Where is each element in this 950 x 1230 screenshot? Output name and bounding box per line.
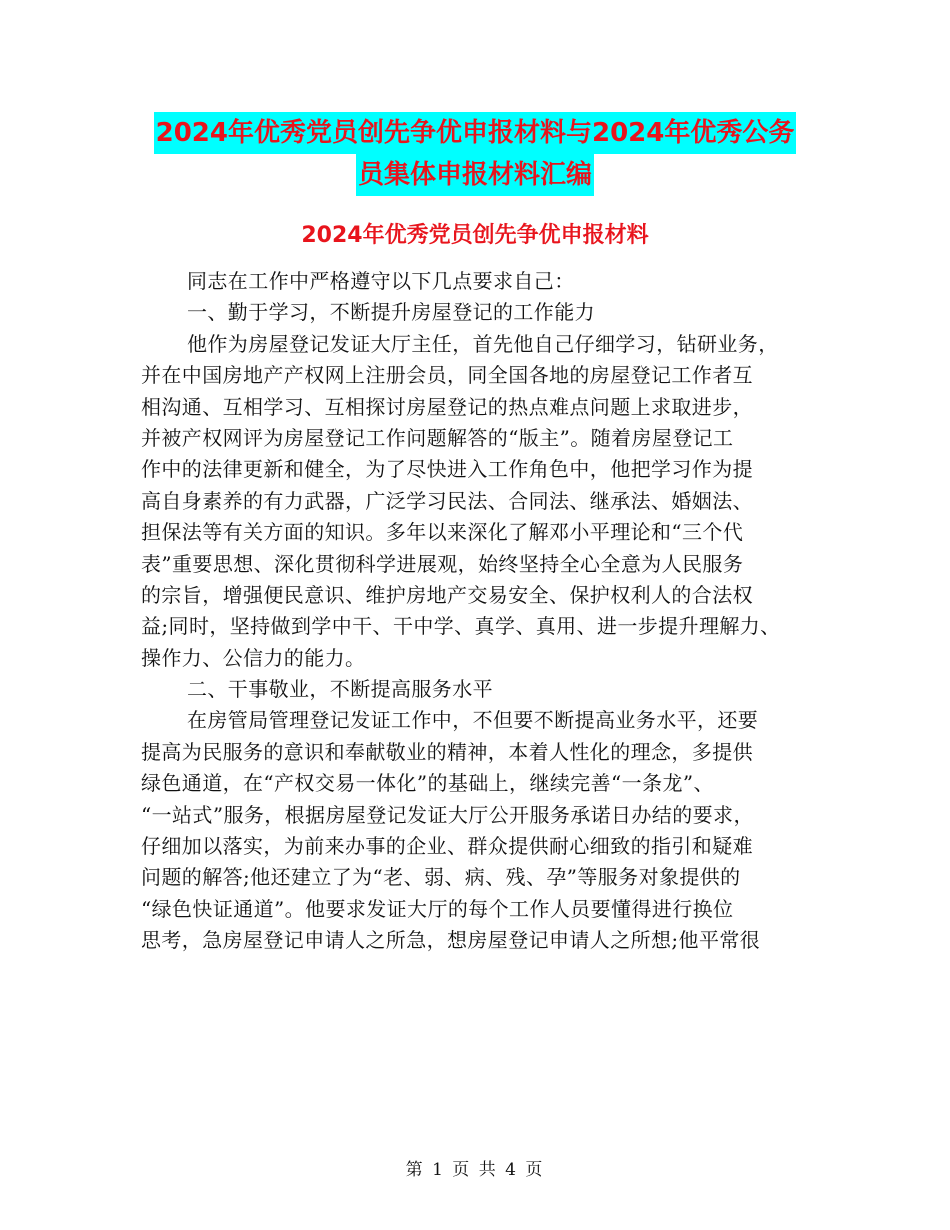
paragraph-line: 他作为房屋登记发证大厅主任，首先他自己仔细学习，钻研业务， (187, 331, 779, 356)
paragraph-line: 担保法等有关方面的知识。多年以来深化了解邓小平理论和“三个代 (141, 520, 744, 545)
paragraph-line: 思考，急房屋登记申请人之所急，想房屋登记申请人之所想;他平常很 (141, 928, 761, 953)
paragraph-line: “绿色快证通道”。他要求发证大厅的每个工作人员要懂得进行换位 (141, 896, 734, 921)
paragraph-line: 问题的解答;他还建立了为“老、弱、病、残、孕”等服务对象提供的 (141, 865, 741, 890)
paragraph-line: 的宗旨，增强便民意识、维护房地产交易安全、保护权利人的合法权 (141, 582, 753, 607)
paragraph-line: 表”重要思想、深化贯彻科学进展观，始终坚持全心全意为人民服务 (141, 551, 744, 576)
paragraph-line: 在房管局管理登记发证工作中，不但要不断提高业务水平，还要 (187, 708, 759, 733)
paragraph-line: 益;同时，坚持做到学中干、干中学、真学、真用、进一步提升理解力、 (141, 614, 781, 639)
paragraph-line: 仔细加以落实，为前来办事的企业、群众提供耐心细致的指引和疑难 (141, 834, 753, 859)
paragraph-line: 高自身素养的有力武器，广泛学习民法、合同法、继承法、婚姻法、 (141, 488, 753, 513)
paragraph-line: 并被产权网评为房屋登记工作问题解答的“版主”。随着房屋登记工 (141, 425, 734, 450)
paragraph-line: 相沟通、互相学习、互相探讨房屋登记的热点难点问题上求取进步， (141, 394, 753, 419)
page-footer: 第 1 页 共 4 页 (405, 1160, 545, 1180)
document-title (0, 112, 950, 196)
title-line-2: 员集体申报材料汇编 (356, 154, 594, 196)
body-text (141, 266, 831, 957)
paragraph-line: 作中的法律更新和健全，为了尽快进入工作角色中，他把学习作为提 (141, 457, 753, 482)
heading-line: 二、干事敬业，不断提高服务水平 (187, 677, 493, 702)
paragraph-line: 绿色通道，在“产权交易一体化”的基础上，继续完善“一条龙”、 (141, 771, 714, 796)
title-line-1: 2024年优秀党员创先争优申报材料与2024年优秀公务 (154, 112, 797, 154)
paragraph-line: 提高为民服务的意识和奉献敬业的精神，本着人性化的理念，多提供 (141, 739, 753, 764)
section-title: 2024年优秀党员创先争优申报材料 (301, 223, 649, 248)
heading-line: 一、勤于学习，不断提升房屋登记的工作能力 (187, 300, 595, 325)
paragraph-line: 同志在工作中严格遵守以下几点要求自己： (187, 269, 575, 293)
paragraph-line: “一站式”服务，根据房屋登记发证大厅公开服务承诺日办结的要求， (141, 802, 754, 827)
paragraph-line: 并在中国房地产产权网上注册会员，同全国各地的房屋登记工作者互 (141, 363, 753, 388)
paragraph-line: 操作力、公信力的能力。 (141, 645, 366, 670)
